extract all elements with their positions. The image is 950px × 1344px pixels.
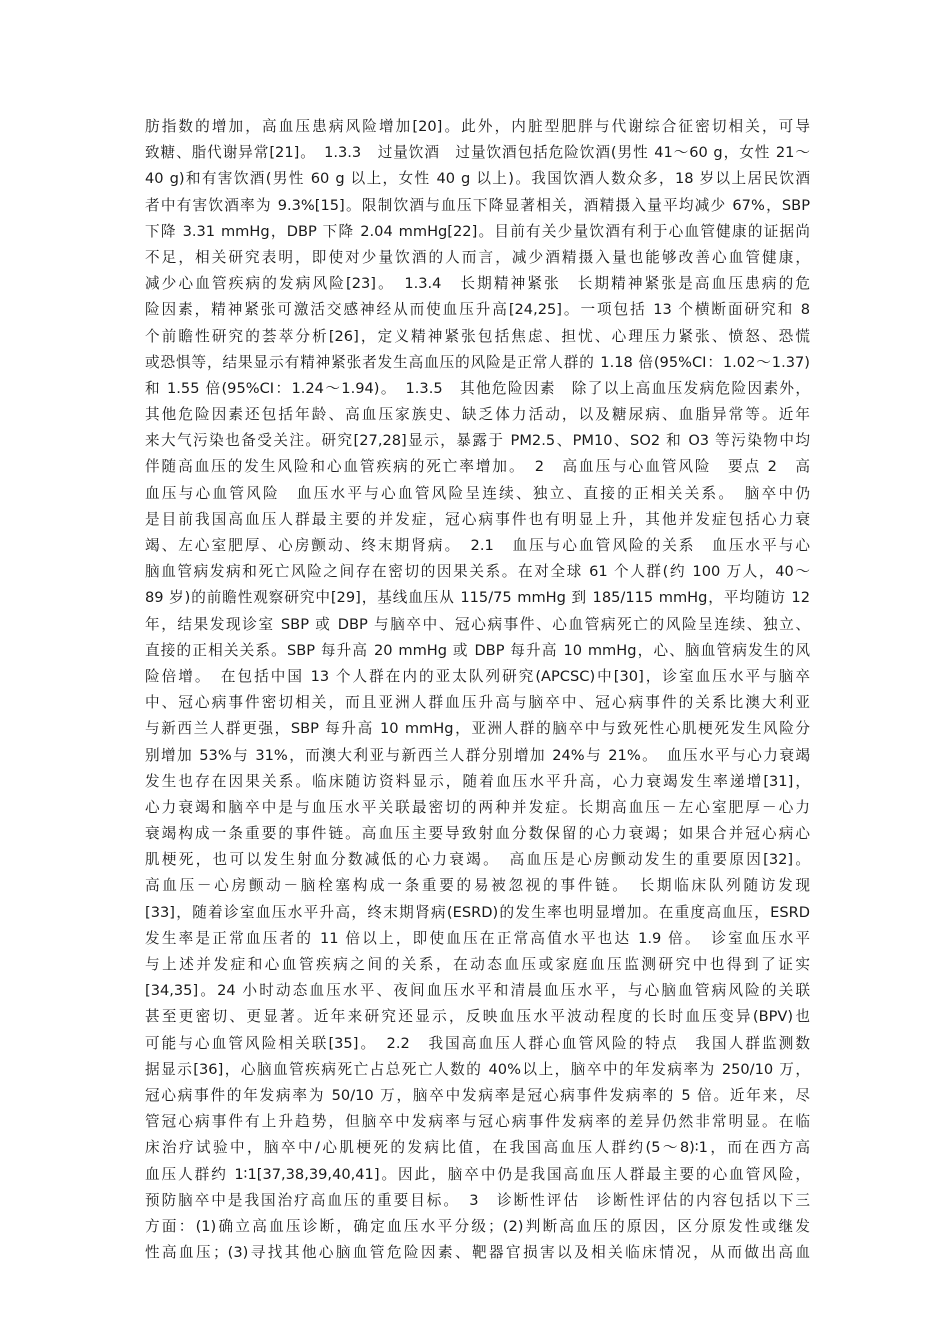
- text-line: 性高血压；(3)寻找其他心脑血管危险因素、靶器官损害以及相关临床情况，从而做出高血: [145, 1244, 810, 1262]
- text-line: 床治疗试验中，脑卒中/心肌梗死的发病比值，在我国高血压人群约(5～8)∶1，而在西方高: [145, 1139, 810, 1157]
- text-line: 衰竭构成一条重要的事件链。高血压主要导致射血分数保留的心力衰竭；如果合并冠心病心: [145, 825, 810, 843]
- body-text: [145, 114, 810, 1266]
- text-line: 肌梗死，也可以发生射血分数减低的心力衰竭。 高血压是心房颤动发生的重要原因[32]。: [145, 851, 810, 869]
- text-line: 据显示[36]，心脑血管疾病死亡占总死亡人数的 40%以上，脑卒中的年发病率为 250/10 万，: [145, 1060, 810, 1078]
- text-line: 89 岁)的前瞻性观察研究中[29]，基线血压从 115/75 mmHg 到 185/115 mmHg，平均随访 12: [145, 589, 810, 607]
- text-line: 与新西兰人群更强，SBP 每升高 10 mmHg，亚洲人群的脑卒中与致死性心肌梗死发生风险分: [145, 720, 810, 738]
- text-line: 发生率是正常血压者的 11 倍以上，即使血压在正常高值水平也达 1.9 倍。 诊室血压水平: [145, 929, 810, 947]
- text-line: 致糖、脂代谢异常[21]。 1.3.3 过量饮酒 过量饮酒包括危险饮酒(男性 41～60 g，女性 21～: [145, 144, 810, 162]
- text-line: 减少心血管疾病的发病风险[23]。 1.3.4 长期精神紧张 长期精神紧张是高血压患病的危: [145, 275, 810, 293]
- text-line: 下降 3.31 mmHg，DBP 下降 2.04 mmHg[22]。目前有关少量饮酒有利于心血管健康的证据尚: [145, 222, 810, 240]
- text-line: 方面：(1)确立高血压诊断，确定血压水平分级；(2)判断高血压的原因，区分原发性或继发: [145, 1217, 810, 1235]
- text-line: 肪指数的增加，高血压患病风险增加[20]。此外，内脏型肥胖与代谢综合征密切相关，可导: [145, 118, 810, 135]
- text-line: 来大气污染也备受关注。研究[27,28]显示，暴露于 PM2.5、PM10、SO2 和 O3 等污染物中均: [145, 432, 810, 450]
- text-line: 血压人群约 1∶1[37,38,39,40,41]。因此，脑卒中仍是我国高血压人群最主要的心血管风险，: [145, 1165, 810, 1183]
- text-line: 或恐惧等，结果显示有精神紧张者发生高血压的风险是正常人群的 1.18 倍(95%CI：1.02～1.37): [145, 353, 810, 371]
- text-line: 直接的正相关关系。SBP 每升高 20 mmHg 或 DBP 每升高 10 mmHg，心、脑血管病发生的风: [145, 641, 810, 659]
- text-line: 其他危险因素还包括年龄、高血压家族史、缺乏体力活动，以及糖尿病、血脂异常等。近年: [145, 406, 810, 424]
- text-line: 险倍增。 在包括中国 13 个人群在内的亚太队列研究(APCSC)中[30]，诊室血压水平与脑卒: [145, 667, 810, 685]
- text-line: [34,35]。24 小时动态血压水平、夜间血压水平和清晨血压水平，与心脑血管病风险的关联: [145, 982, 810, 1000]
- text-line: 不足，相关研究表明，即使对少量饮酒的人而言，减少酒精摄入量也能够改善心血管健康，: [145, 248, 810, 266]
- text-line: 40 g)和有害饮酒(男性 60 g 以上，女性 40 g 以上)。我国饮酒人数众多，18 岁以上居民饮酒: [145, 170, 810, 188]
- text-line: 中、冠心病事件密切相关，而且亚洲人群血压升高与脑卒中、冠心病事件的关系比澳大利亚: [145, 694, 810, 712]
- text-line: 可能与心血管风险相关联[35]。 2.2 我国高血压人群心血管风险的特点 我国人群监测数: [145, 1034, 810, 1052]
- text-line: 与上述并发症和心血管疾病之间的关系，在动态血压或家庭血压监测研究中也得到了证实: [145, 956, 810, 973]
- text-line: 甚至更密切、更显著。近年来研究还显示，反映血压水平波动程度的长时血压变异(BPV)也: [145, 1008, 810, 1026]
- text-line: [33]，随着诊室血压水平升高，终末期肾病(ESRD)的发生率也明显增加。在重度高血压，ESRD: [145, 903, 810, 921]
- text-line: 脑血管病发病和死亡风险之间存在密切的因果关系。在对全球 61 个人群(约 100 万人，40～: [145, 563, 810, 581]
- text-line: 发生也存在因果关系。临床随访资料显示，随着血压水平升高，心力衰竭发生率递增[31]，: [145, 772, 810, 790]
- text-line: 年，结果发现诊室 SBP 或 DBP 与脑卒中、冠心病事件、心血管病死亡的风险呈连续、独立、: [145, 615, 810, 633]
- text-line: 冠心病事件的年发病率为 50/10 万，脑卒中发病率是冠心病事件发病率的 5 倍。近年来，尽: [145, 1086, 810, 1104]
- text-line: 心力衰竭和脑卒中是与血压水平关联最密切的两种并发症。长期高血压－左心室肥厚－心力: [145, 798, 810, 816]
- text-line: 高血压－心房颤动－脑栓塞构成一条重要的易被忽视的事件链。 长期临床队列随访发现: [145, 877, 810, 895]
- text-line: 是目前我国高血压人群最主要的并发症，冠心病事件也有明显上升，其他并发症包括心力衰: [145, 510, 810, 528]
- text-line: 预防脑卒中是我国治疗高血压的重要目标。 3 诊断性评估 诊断性评估的内容包括以下三: [145, 1191, 810, 1209]
- text-line: 个前瞻性研究的荟萃分析[26]，定义精神紧张包括焦虑、担忧、心理压力紧张、愤怒、恐慌: [145, 327, 810, 345]
- text-line: 伴随高血压的发生风险和心血管疾病的死亡率增加。 2 高血压与心血管风险 要点 2 高: [145, 458, 810, 476]
- text-line: 管冠心病事件有上升趋势，但脑卒中发病率与冠心病事件发病率的差异仍然非常明显。在临: [145, 1113, 810, 1131]
- text-line: 险因素，精神紧张可激活交感神经从而使血压升高[24,25]。一项包括 13 个横断面研究和 8: [145, 301, 810, 319]
- text-line: 竭、左心室肥厚、心房颤动、终末期肾病。 2.1 血压与心血管风险的关系 血压水平与心: [145, 537, 810, 554]
- text-line: 别增加 53%与 31%，而澳大利亚与新西兰人群分别增加 24%与 21%。 血压水平与心力衰竭: [145, 746, 810, 764]
- text-line: 和 1.55 倍(95%CI：1.24～1.94)。 1.3.5 其他危险因素 除了以上高血压发病危险因素外，: [145, 379, 810, 397]
- text-line: 者中有害饮酒率为 9.3%[15]。限制饮酒与血压下降显著相关，酒精摄入量平均减少 67%，SBP: [145, 196, 810, 214]
- text-line: 血压与心血管风险 血压水平与心血管风险呈连续、独立、直接的正相关关系。 脑卒中仍: [145, 484, 810, 502]
